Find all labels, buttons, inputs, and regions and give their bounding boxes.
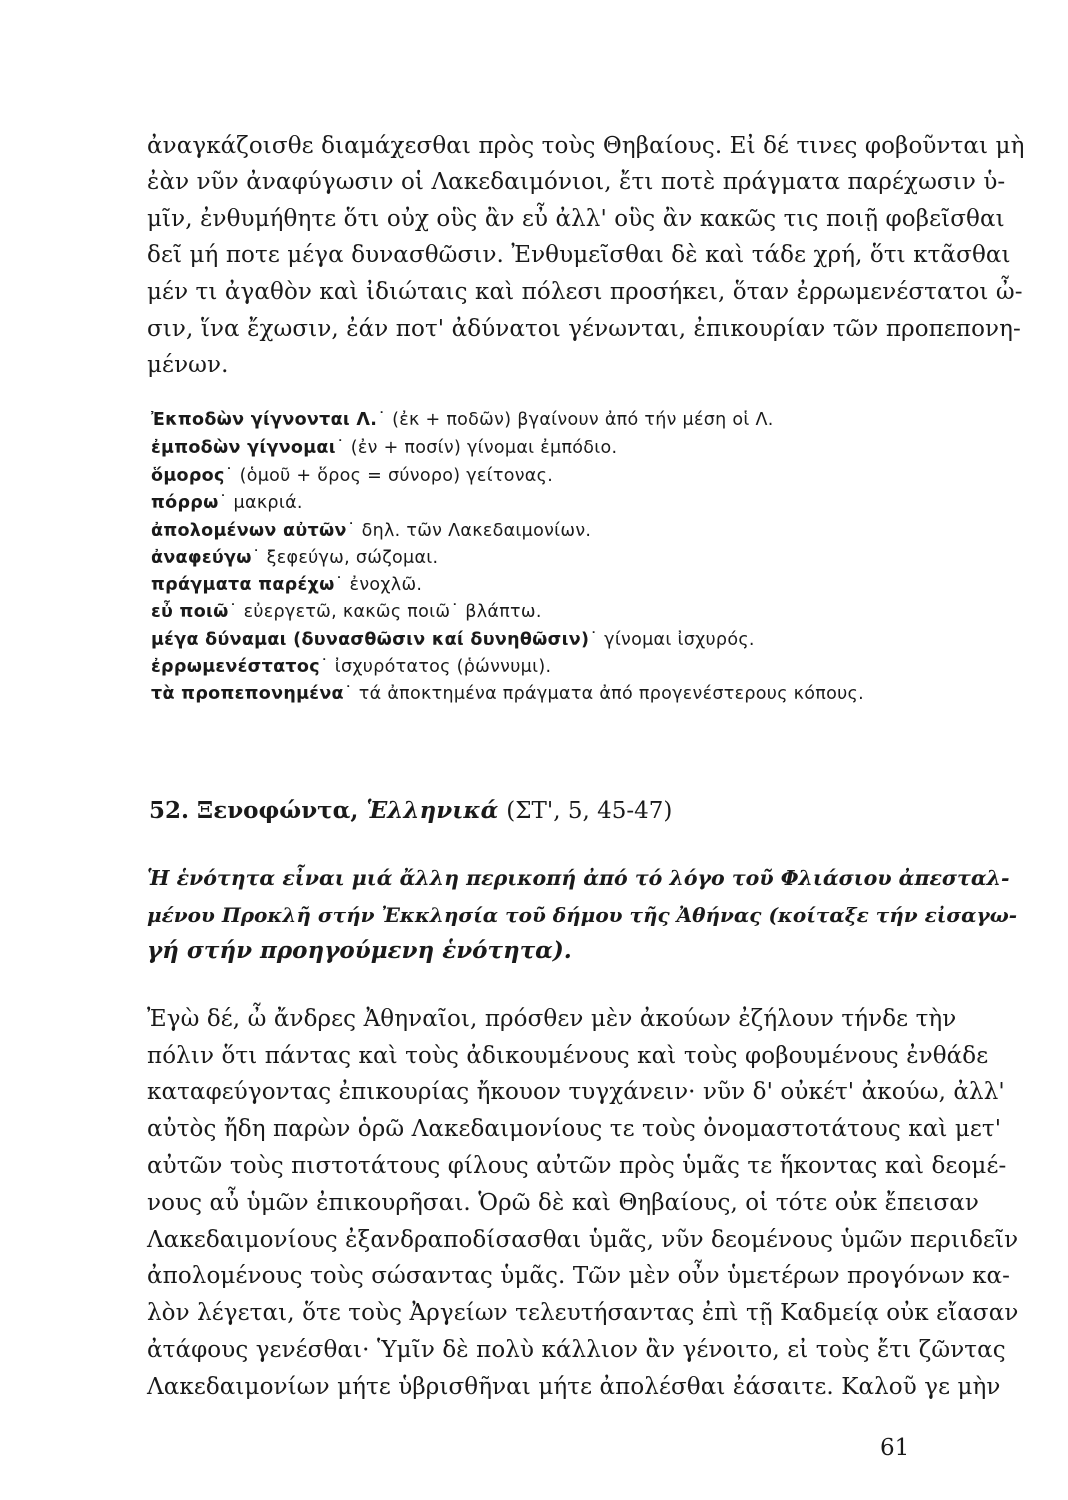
note-gloss: ˙ (ἐκ + ποδῶν) βγαίνουν ἀπό τήν μέση οἱ Λ. xyxy=(377,410,774,430)
text-line: μένων. xyxy=(147,352,229,378)
note-gloss: ˙ ἐνοχλῶ. xyxy=(334,575,423,595)
note-item xyxy=(151,491,303,516)
note-term: ἀπολομένων αὐτῶν xyxy=(151,521,347,541)
text-line: καταφεύγοντας ἐπικουρίας ἤκουον τυγχάνειν· νῦν δ' οὐκέτ' ἀκούω, ἀλλ' xyxy=(147,1079,1005,1105)
text-line: Λακεδαιμονίους ἐξανδραποδίσασθαι ὑμᾶς, νῦν δεομένους ὑμῶν περιιδεῖν xyxy=(147,1227,1019,1253)
section-author: Ξενοφώντα, xyxy=(197,797,359,824)
intro-line: Ἡ ἑνότητα εἶναι μιά ἄλλη περικοπή ἀπό τό λόγο τοῦ Φλιάσιου ἀπεσταλ- xyxy=(147,866,1010,890)
note-term: ὅμορος xyxy=(151,466,225,486)
note-gloss: ˙ ἰσχυρότατος (ῥώννυμι). xyxy=(319,657,552,677)
note-term: ἀναφεύγω xyxy=(151,548,252,568)
note-gloss: ˙ εὐεργετῶ, κακῶς ποιῶ˙ βλάπτω. xyxy=(228,602,542,622)
text-line: δεῖ μή ποτε μέγα δυνασθῶσιν. Ἐνθυμεῖσθαι δὲ καὶ τάδε χρή, ὅτι κτᾶσθαι xyxy=(147,242,1011,268)
text-line: σιν, ἵνα ἔχωσιν, ἐάν ποτ' ἀδύνατοι γένωνται, ἐπικουρίαν τῶν προπεπονη- xyxy=(147,316,1021,342)
text-line: Ἐγὼ δέ, ὦ ἄνδρες Ἀθηναῖοι, πρόσθεν μὲν ἀκούων ἐζήλουν τήνδε τὴν xyxy=(147,1006,957,1032)
note-term: ἐρρωμενέστατος xyxy=(151,657,320,677)
text-line: Λακεδαιμονίων μήτε ὑβρισθῆναι μήτε ἀπολέσθαι ἐάσαιτε. Καλοῦ γε μὴν xyxy=(147,1374,1001,1400)
note-gloss: ˙ ξεφεύγω, σώζομαι. xyxy=(251,548,439,568)
note-term: τὰ προπεπονημένα xyxy=(151,684,344,704)
note-term: πόρρω xyxy=(151,493,219,513)
text-line: λὸν λέγεται, ὅτε τοὺς Ἀργείων τελευτήσαντας ἐπὶ τῇ Καδμείᾳ οὐκ εἴασαν xyxy=(147,1300,1019,1326)
note-item xyxy=(151,682,864,707)
section-work: Ἑλληνικά xyxy=(366,797,499,824)
note-gloss: ˙ μακριά. xyxy=(218,493,303,513)
note-item xyxy=(151,464,553,489)
note-term: ἐμποδὼν γίγνομαι xyxy=(151,438,336,458)
note-item xyxy=(151,600,542,625)
text-line: ἀτάφους γενέσθαι· Ὑμῖν δὲ πολὺ κάλλιον ἂν γένοιτο, εἰ τοὺς ἔτι ζῶντας xyxy=(147,1337,1006,1363)
text-line: ἀναγκάζοισθε διαμάχεσθαι πρὸς τοὺς Θηβαίους. Εἰ δέ τινες φοβοῦνται μὴ xyxy=(147,133,1025,159)
note-gloss: ˙ (ὁμοῦ + ὅρος = σύνορο) γείτονας. xyxy=(224,466,554,486)
note-term: μέγα δύναμαι (δυνασθῶσιν καί δυνηθῶσιν) xyxy=(151,630,590,650)
section-number: 52. xyxy=(149,797,190,824)
text-line: πόλιν ὅτι πάντας καὶ τοὺς ἀδικουμένους καὶ τοὺς φοβουμένους ἐνθάδε xyxy=(147,1043,989,1069)
intro-line: μένου Προκλῆ στήν Ἐκκλησία τοῦ δήμου τῆς Ἀθήνας (κοίταξε τήν εἰσαγω- xyxy=(147,903,1018,927)
text-line: μῖν, ἐνθυμήθητε ὅτι οὐχ οὓς ἂν εὖ ἀλλ' οὓς ἂν κακῶς τις ποιῇ φοβεῖσθαι xyxy=(147,206,1005,232)
note-item xyxy=(151,655,551,680)
note-item xyxy=(151,408,774,433)
text-line: ἀπολομένους τοὺς σώσαντας ὑμᾶς. Τῶν μὲν οὖν ὑμετέρων προγόνων κα- xyxy=(147,1263,1011,1289)
note-gloss: ˙ γίνομαι ἰσχυρός. xyxy=(589,630,755,650)
section-heading xyxy=(149,795,672,827)
note-term: Ἐκποδὼν γίγνονται Λ. xyxy=(151,410,378,430)
note-item xyxy=(151,519,591,544)
note-item xyxy=(151,573,422,598)
note-term: πράγματα παρέχω xyxy=(151,575,335,595)
note-item xyxy=(151,546,438,571)
text-line: αὐτὸς ἤδη παρὼν ὁρῶ Λακεδαιμονίους τε τοὺς ὀνομαστοτάτους καὶ μετ' xyxy=(147,1116,1002,1142)
text-line: μέν τι ἀγαθὸν καὶ ἰδιώταις καὶ πόλεσι προσήκει, ὅταν ἐρρωμενέστατοι ὦ- xyxy=(147,279,1023,305)
note-item xyxy=(151,436,617,461)
text-line: νους αὖ ὑμῶν ἐπικουρῆσαι. Ὁρῶ δὲ καὶ Θηβαίους, οἱ τότε οὐκ ἔπεισαν xyxy=(147,1190,979,1216)
text-line: αὐτῶν τοὺς πιστοτάτους φίλους αὐτῶν πρὸς ὑμᾶς τε ἥκοντας καὶ δεομέ- xyxy=(147,1153,1007,1179)
note-gloss: ˙ δηλ. τῶν Λακεδαιμονίων. xyxy=(346,521,592,541)
note-gloss: ˙ τά ἀποκτημένα πράγματα ἀπό προγενέστερους κόπους. xyxy=(343,684,864,704)
intro-line: γή στήν προηγούμενη ἑνότητα). xyxy=(147,937,572,964)
section-reference: (ΣΤ', 5, 45-47) xyxy=(506,798,673,824)
page-number: 61 xyxy=(880,1435,910,1461)
text-line: ἐὰν νῦν ἀναφύγωσιν οἱ Λακεδαιμόνιοι, ἔτι ποτὲ πράγματα παρέχωσιν ὑ- xyxy=(147,169,1006,195)
note-term: εὖ ποιῶ xyxy=(151,602,229,622)
note-gloss: ˙ (ἐν + ποσίν) γίνομαι ἐμπόδιο. xyxy=(335,438,618,458)
note-item xyxy=(151,628,755,653)
